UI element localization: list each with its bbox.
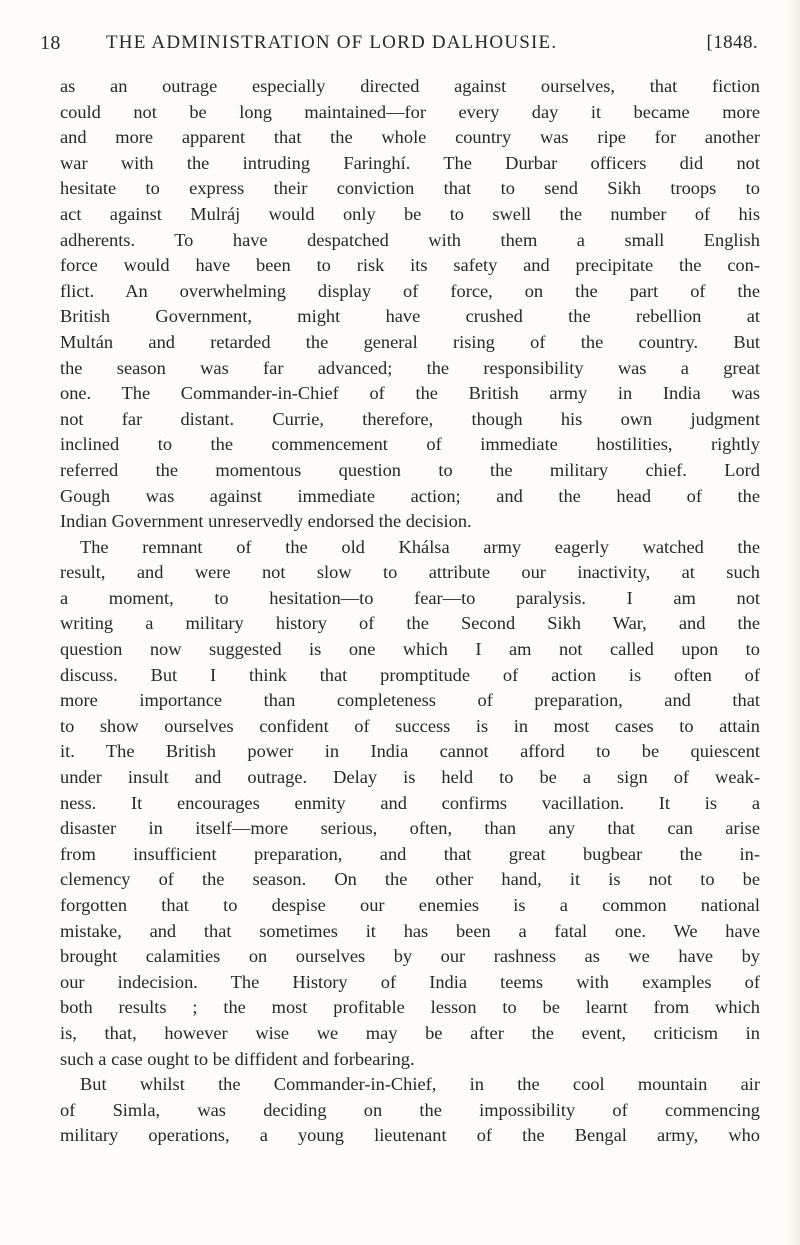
text-line: not far distant. Currie, therefore, though his own judgment [60,408,760,429]
body-text [60,74,760,1149]
text-line: is, that, however wise we may be after the event, criticism in [60,1022,760,1043]
text-line: Gough was against immediate action; and the head of the [60,485,760,506]
text-line: to show ourselves confident of success is in most cases to attain [60,715,760,736]
text-line: But whilst the Commander-in-Chief, in the cool mountain air [80,1074,760,1095]
text-line: Multán and retarded the general rising of the country. But [60,331,760,352]
text-line: force would have been to risk its safety and precipitate the con- [60,255,760,276]
text-line: of Simla, was deciding on the impossibility of commencing [60,1099,760,1120]
text-line: our indecision. The History of India teems with examples of [60,971,760,992]
text-line: such a case ought to be diffident and forbearing. [60,1048,415,1069]
text-line: war with the intruding Faringhí. The Durbar officers did not [60,152,760,173]
text-line: act against Mulráj would only be to swell the number of his [60,203,760,224]
text-line: mistake, and that sometimes it has been a fatal one. We have [60,920,760,941]
text-line: hesitate to express their conviction that to send Sikh troops to [60,178,760,199]
text-line: inclined to the commencement of immediate hostilities, rightly [60,434,760,455]
text-line: clemency of the season. On the other hand, it is not to be [60,869,760,890]
text-line: under insult and outrage. Delay is held to be a sign of weak- [60,767,760,788]
running-head-date: [1848. [706,32,758,53]
text-line: The remnant of the old Khálsa army eagerly watched the [80,536,760,557]
text-line: discuss. But I think that promptitude of action is often of [60,664,760,685]
text-line: a moment, to hesitation—to fear—to paralysis. I am not [60,587,760,608]
text-line: from insufficient preparation, and that great bugbear the in- [60,843,760,864]
running-head-title: THE ADMINISTRATION OF LORD DALHOUSIE. [106,32,558,53]
text-line: and more apparent that the whole country was ripe for another [60,127,760,148]
text-line: flict. An overwhelming display of force, on the part of the [60,280,760,301]
text-line: writing a military history of the Second Sikh War, and the [60,613,760,634]
text-line: forgotten that to despise our enemies is a common national [60,895,760,915]
text-line: one. The Commander-in-Chief of the British army in India was [60,383,760,404]
text-line: British Government, might have crushed the rebellion at [60,306,760,327]
text-line: as an outrage especially directed against ourselves, that fiction [60,76,760,96]
text-line: both results ; the most profitable lesson to be learnt from which [60,997,760,1018]
text-line: ness. It encourages enmity and confirms vacillation. It is a [60,792,760,813]
running-head [40,32,758,62]
text-line: question now suggested is one which I am not called upon to [60,639,760,660]
text-line: brought calamities on ourselves by our rashness as we have by [60,946,760,967]
text-line: adherents. To have despatched with them a small English [60,229,760,250]
text-line: disaster in itself—more serious, often, than any that can arise [60,818,760,839]
text-line: more importance than completeness of preparation, and that [60,690,760,711]
page-edge-shadow [786,0,800,1245]
text-line: Indian Government unreservedly endorsed the decision. [60,511,472,532]
text-line: military operations, a young lieutenant of the Bengal army, who [60,1125,760,1146]
text-line: could not be long maintained—for every day it became more [60,101,760,122]
text-line: referred the momentous question to the military chief. Lord [60,459,760,480]
page-number: 18 [40,32,61,54]
text-line: result, and were not slow to attribute our inactivity, at such [60,562,760,583]
text-line: the season was far advanced; the responsibility was a great [60,357,760,378]
text-line: it. The British power in India cannot afford to be quiescent [60,741,760,762]
